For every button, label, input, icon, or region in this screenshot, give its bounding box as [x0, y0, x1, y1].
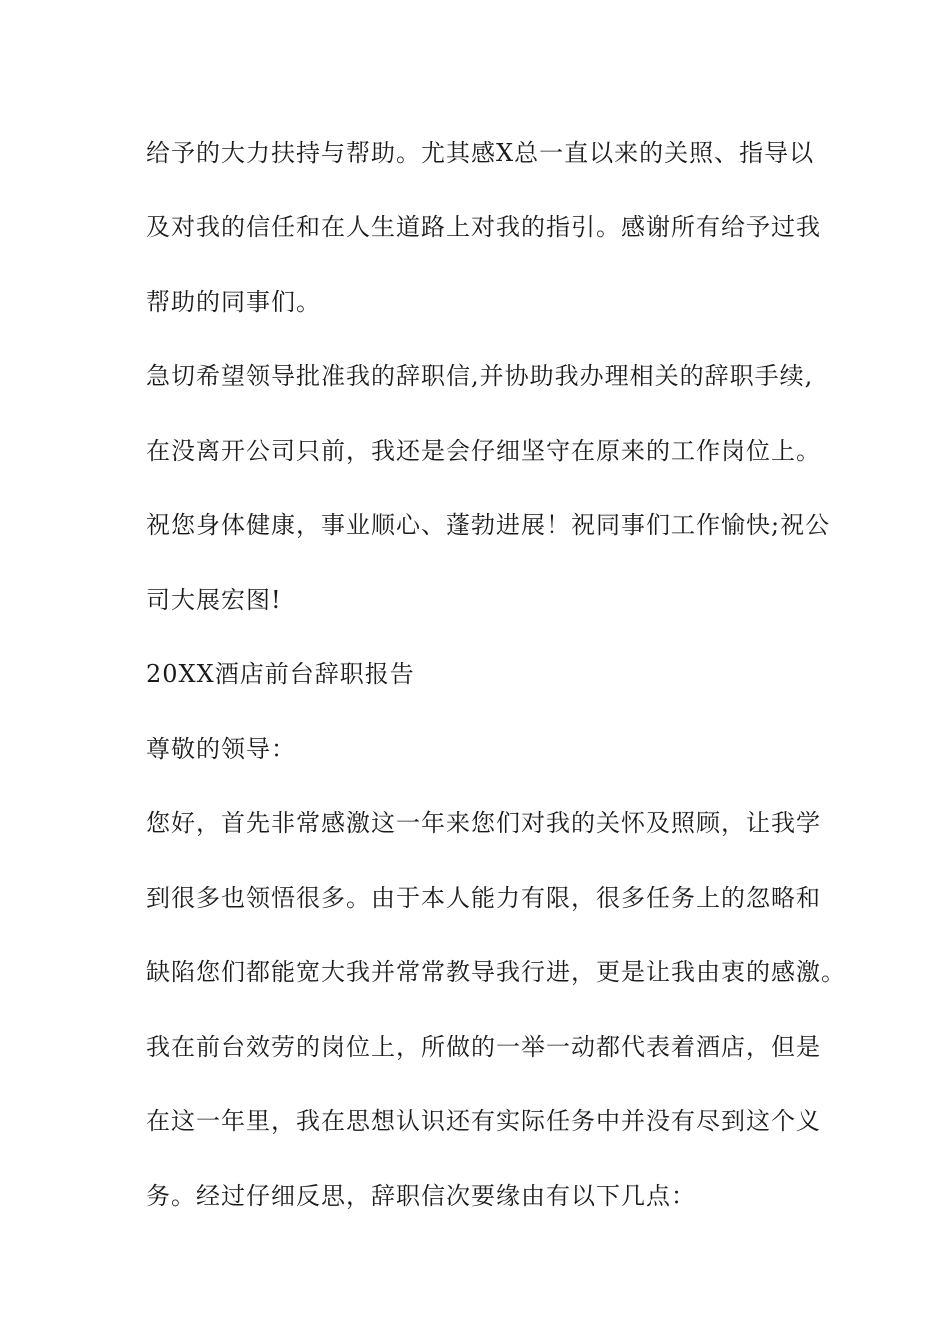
text-line: 帮助的同事们。: [146, 288, 321, 316]
section-title: 20XX酒店前台辞职报告: [146, 660, 415, 688]
text-line: 我在前台效劳的岗位上，所做的一举一动都代表着酒店，但是: [146, 1033, 821, 1061]
text-line: 您好，首先非常感激这一年来您们对我的关怀及照顾，让我学: [146, 809, 821, 837]
text-line: 给予的大力扶持与帮助。尤其感X总一直以来的关照、指导以: [146, 139, 815, 167]
text-line: 缺陷您们都能宽大我并常常教导我行进，更是让我由衷的感激。: [146, 958, 846, 986]
text-line: 及对我的信任和在人生道路上对我的指引。感谢所有给予过我: [146, 213, 821, 241]
salutation: 尊敬的领导：: [146, 735, 296, 763]
text-line: 务。经过仔细反思，辞职信次要缘由有以下几点：: [146, 1182, 696, 1210]
text-line: 在没离开公司只前，我还是会仔细坚守在原来的工作岗位上。: [146, 437, 821, 465]
text-line: 司大展宏图!: [146, 586, 282, 614]
text-line: 到很多也领悟很多。由于本人能力有限，很多任务上的忽略和: [146, 884, 821, 912]
text-line: 在这一年里，我在思想认识还有实际任务中并没有尽到这个义: [146, 1107, 821, 1135]
text-line: 祝您身体健康，事业顺心、蓬勃进展！祝同事们工作愉快;祝公: [146, 511, 831, 539]
text-line: 急切希望领导批准我的辞职信,并协助我办理相关的辞职手续,: [146, 362, 814, 390]
